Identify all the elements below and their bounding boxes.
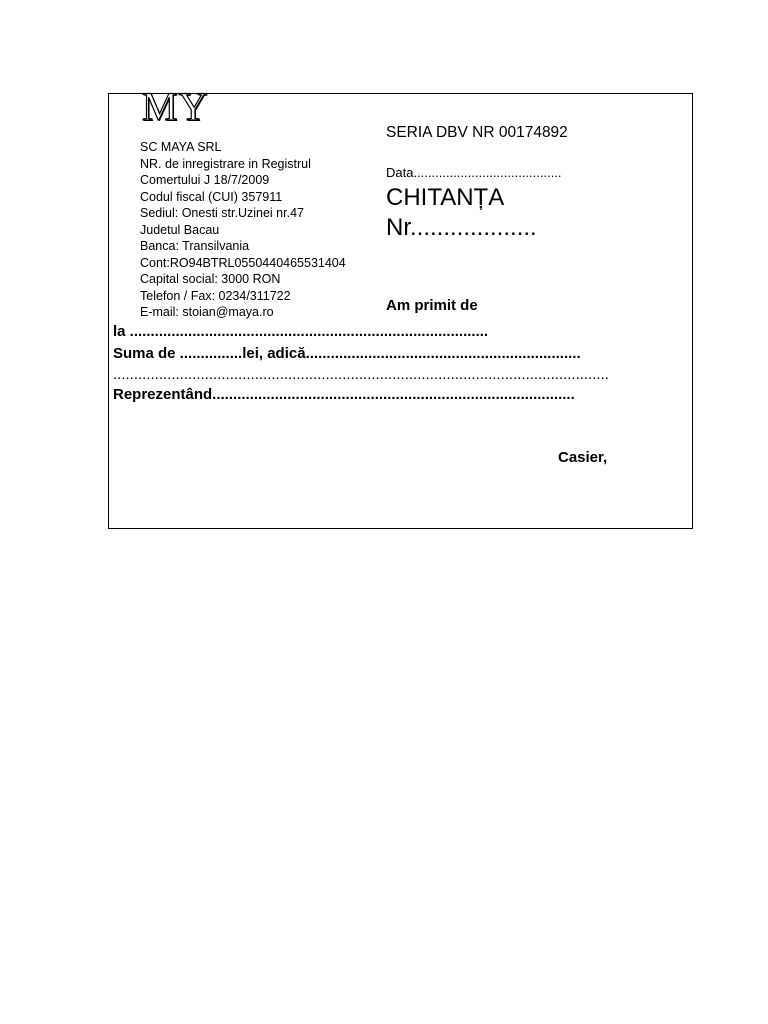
company-logo: MY — [142, 84, 209, 129]
company-name: SC MAYA SRL — [140, 140, 222, 154]
company-county: Judetul Bacau — [140, 222, 220, 237]
amount-field: Suma de ...............lei, adică.................................................................. — [113, 345, 581, 362]
company-registry-line-2: Comertului J 18/7/2009 — [140, 173, 270, 187]
company-address: Sediul: Onesti str.Uzinei nr.47 — [140, 206, 304, 220]
company-capital: Capital social: 3000 RON — [140, 272, 281, 286]
company-registry-line-1: NR. de inregistrare in Registrul — [140, 156, 311, 171]
payer-address-field: la ...................................................................................... — [113, 323, 489, 340]
cashier-signature-label: Casier, — [558, 449, 608, 466]
company-details — [140, 139, 346, 321]
company-email: E-mail: stoian@maya.ro — [140, 305, 274, 319]
company-phone: Telefon / Fax: 0234/311722 — [140, 288, 291, 303]
receipt-date-field: Data......................................... — [386, 165, 562, 180]
company-fiscal-code: Codul fiscal (CUI) 357911 — [140, 189, 283, 204]
receipt-series: SERIA DBV NR 00174892 — [386, 124, 568, 141]
receipt-title: CHITANȚA — [386, 184, 505, 211]
representing-field: Reprezentând....................................................................................... — [113, 386, 575, 403]
company-bank: Banca: Transilvania — [140, 239, 250, 253]
amount-words-field: ....................................................................................................................... — [113, 366, 609, 383]
receipt-number-field: Nr................... — [386, 214, 537, 241]
company-account: Cont:RO94BTRL0550440465531404 — [140, 255, 346, 270]
received-from-label: Am primit de — [386, 297, 478, 314]
